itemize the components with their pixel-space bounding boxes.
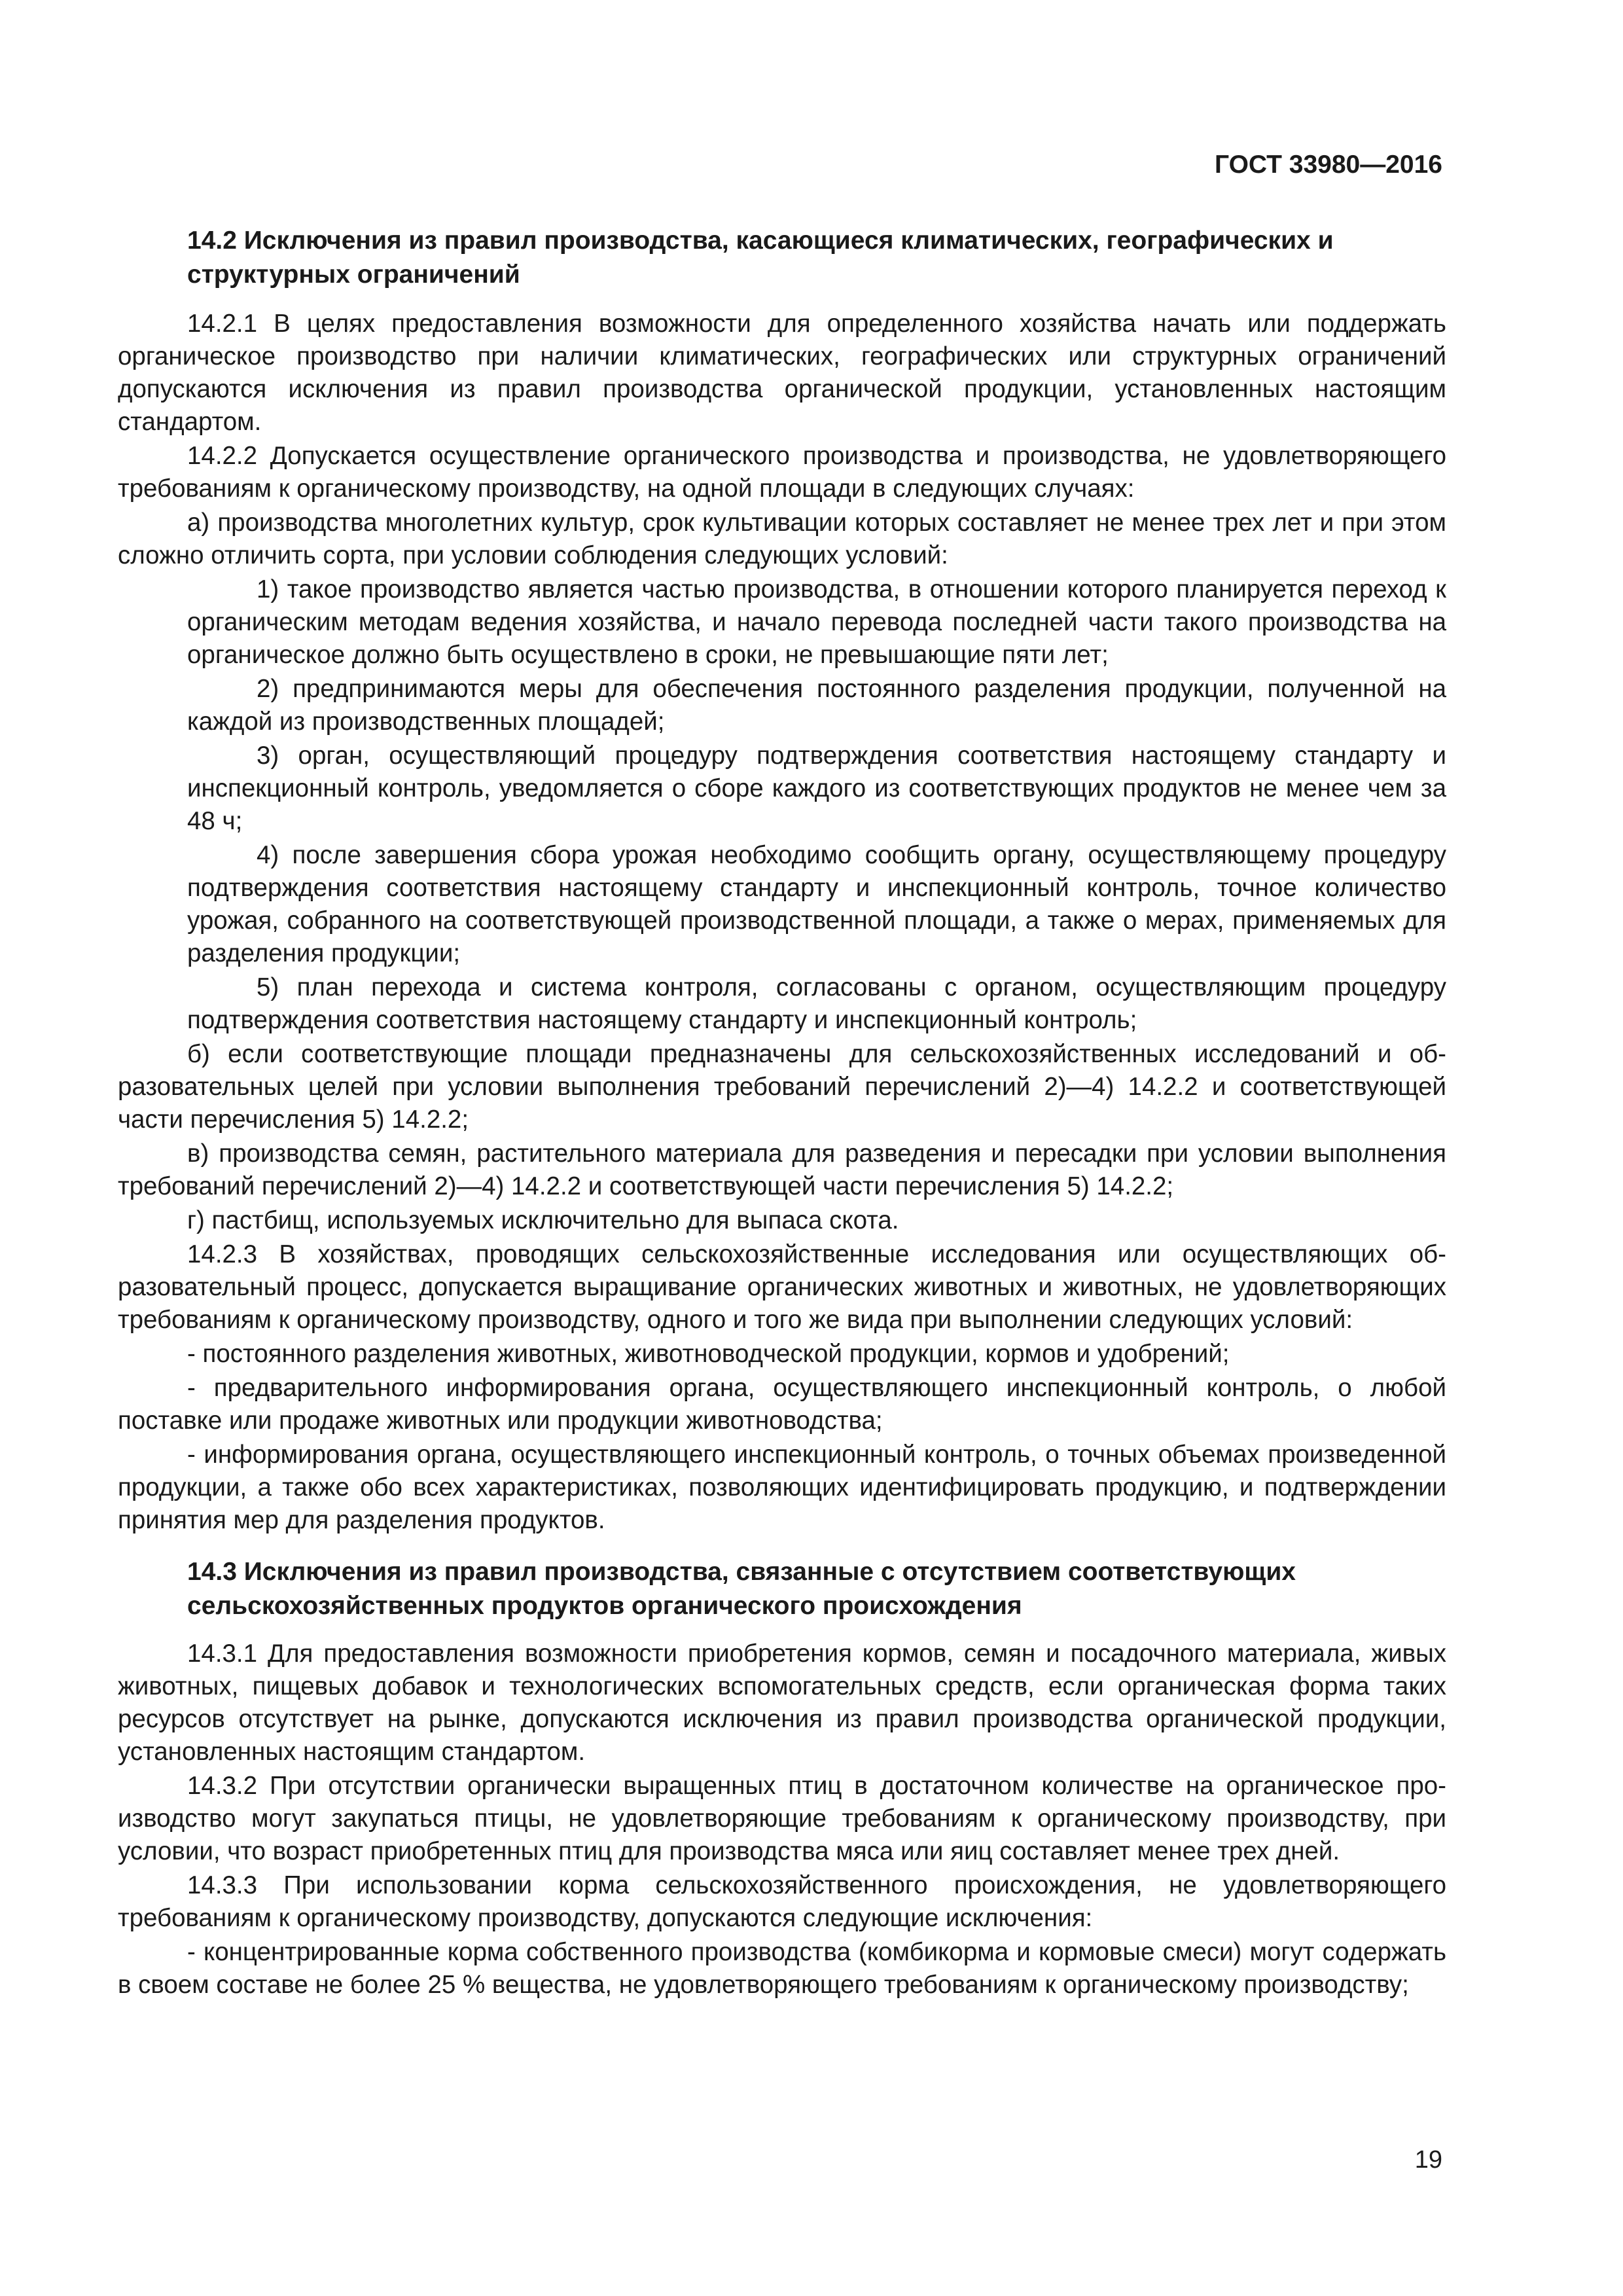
list-item-g: г) пастбищ, используемых исключительно для выпаса скота. [187, 1206, 899, 1234]
paragraph-14-2-2: 14.2.2 Допускается осуществление органического производства и производства, не удовлетворяющего требованиям к органическому производству, на одной площади в следующих случаях: [118, 442, 1446, 503]
list-item-v: в) производства семян, растительного материала для разведения и пересадки при условии выполнения требований перечислений 2)—4) 14.2.2 и соответствующей части перечисления 5) 14.2.2; [118, 1139, 1446, 1200]
list-item-a-3: 3) орган, осуществляющий процедуру подтверждения соответствия настоящему стандарту и инспекционный контроль, уведомляется о сборе каждого из соответствующих продуктов не менее чем за 48 ч; [187, 742, 1446, 835]
list-item-a-1: 1) такое производство является частью производства, в отношении которого планируется переход к органическим методам ведения хозяйства, и начало перевода последней части такого производства на органическое должно быть осуществлено в сроки, не превышающие пяти лет; [187, 575, 1446, 669]
list-item-b: б) если соответствующие площади предназначены для сельскохозяйственных исследований и образовательных целей при условии выполнения требований перечислений 2)—4) 14.2.2 и соответствующей части перечисления 5) 14.2.2; [118, 1040, 1446, 1134]
list-item-a-4: 4) после завершения сбора урожая необходимо сообщить органу, осуществляющему процедуру подтверждения соответствия настоящему стандарту и инспекционный контроль, точное количество урожая, собранного на соответствующей производственной площади, а также о мерах, применяемых для разделения продукции; [187, 841, 1446, 967]
page-content [118, 224, 1446, 2001]
paragraph-14-3-2: 14.3.2 При отсутствии органически выращенных птиц в достаточном количестве на органическое производство могут закупаться птицы, не удовлетворяющие требованиям к органическому производству, при условии, что возраст приобретенных птиц для производства мяса или яиц составляет менее трех дней. [118, 1772, 1446, 1865]
paragraph-14-2-3: 14.2.3 В хозяйствах, проводящих сельскохозяйственные исследования или осуществляющих образовательный процесс, допускается выращивание органических животных и животных, не удовлетворяющих требованиям к органическому производству, одного и того же вида при выполнении следующих условий: [118, 1240, 1446, 1334]
page-number: 19 [1414, 2146, 1442, 2174]
list-item-a-2: 2) предпринимаются меры для обеспечения постоянного разделения продукции, полученной на каждой из производственных площадей; [187, 675, 1446, 736]
paragraph-14-2-1: 14.2.1 В целях предоставления возможности для определенного хозяйства начать или поддержать органическое производство при наличии климатических, географических или структурных ограничений допускаются исключения из правил производства органической продукции, установленных настоящим стандартом. [118, 310, 1446, 436]
list-item-a: а) производства многолетних культур, срок культивации которых составляет не менее трех лет и при этом сложно отличить сорта, при условии соблюдения следующих условий: [118, 509, 1446, 569]
section-heading-14-2: 14.2 Исключения из правил производства, касающиеся климатических, географических и структурных ограничений [187, 226, 1334, 289]
section-heading-14-3: 14.3 Исключения из правил производства, связанные с отсутствием соответствующих сельскохозяйственных продуктов органического происхождения [187, 1558, 1296, 1620]
paragraph-14-3-1: 14.3.1 Для предоставления возможности приобретения кормов, семян и посадочного материала, живых животных, пищевых добавок и технологических вспомогательных средств, если органическая форма таких ресурсов отсутствует на рынке, допускаются исключения из правил производства органической продукции, установленных настоящим стандартом. [118, 1640, 1446, 1766]
document-number: ГОСТ 33980—2016 [1215, 151, 1442, 179]
dash-item-2: - предварительного информирования органа, осуществляющего инспекционный контроль, о любой поставке или продаже животных или продукции животноводства; [118, 1374, 1446, 1435]
dash-item-feed: - концентрированные корма собственного производства (комбикорма и кормовые смеси) могут содержать в своем составе не более 25 % вещества, не удовлетворяющего требованиям к органическому производству; [118, 1938, 1446, 1999]
list-item-a-5: 5) план перехода и система контроля, согласованы с органом, осуществляющим процедуру подтверждения соответствия настоящему стандарту и инспекционный контроль; [187, 973, 1446, 1034]
dash-item-1: - постоянного разделения животных, животноводческой продукции, кормов и удобрений; [187, 1340, 1230, 1368]
paragraph-14-3-3: 14.3.3 При использовании корма сельскохозяйственного происхождения, не удовлетворяющего требованиям к органическому производству, допускаются следующие исключения: [118, 1871, 1446, 1932]
dash-item-3: - информирования органа, осуществляющего инспекционный контроль, о точных объемах произведенной продукции, а также обо всех характеристиках, позволяющих идентифицировать продукцию, и подтверждении принятия мер для разделения продуктов. [118, 1441, 1446, 1534]
